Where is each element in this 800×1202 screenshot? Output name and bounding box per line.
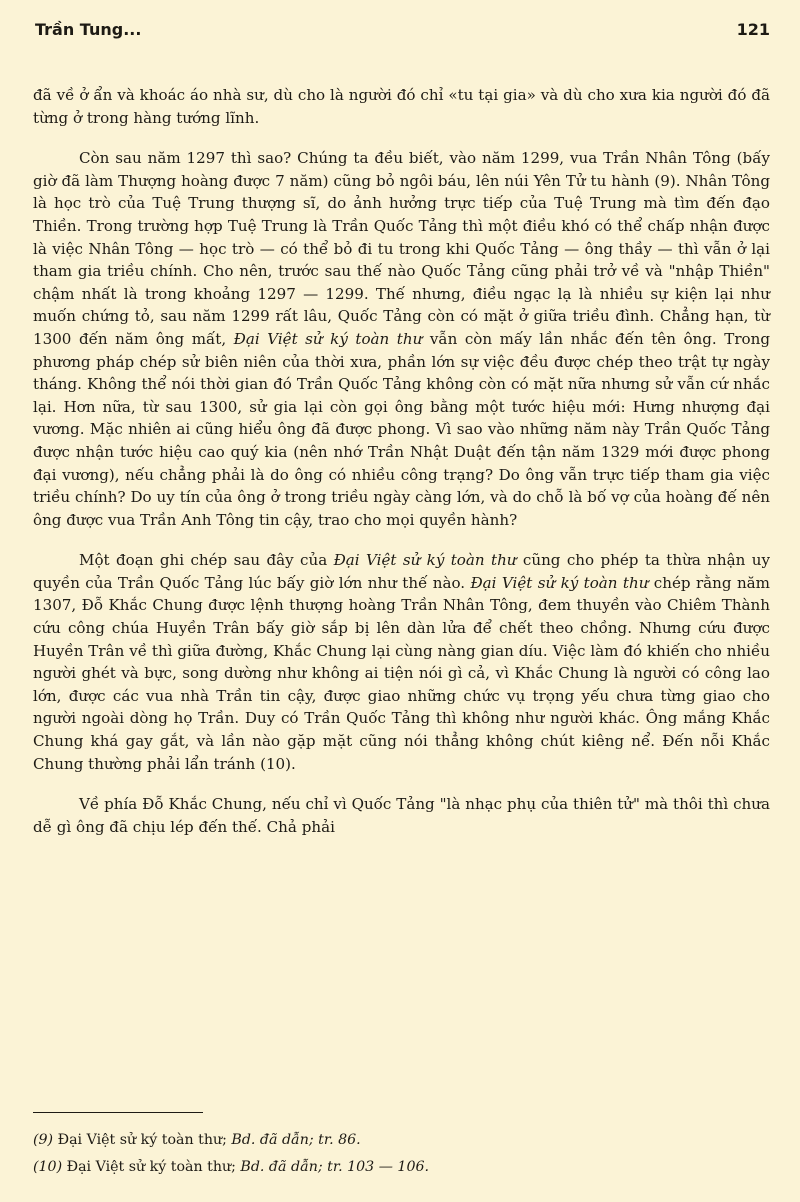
page-header [35,20,770,39]
footnote: (10) Đại Việt sử ký toàn thư; Bd. đã dẫn; tr. 103 — 106. [33,1159,430,1175]
page-number: 121 [736,20,770,39]
book-title: Đại Việt sử ký toàn thư [333,551,517,570]
footnotes [33,1127,770,1181]
footnote-marker: (9) [33,1132,54,1148]
paragraph: Một đoạn ghi chép sau đây của Đại Việt sử ký toàn thư cũng cho phép ta thừa nhận uy quyền của Trần Quốc Tảng lúc bấy giờ lớn như thế nào. Đại Việt sử ký toàn thư chép rằng năm 1307, Đỗ Khắc Chung được lệnh thượng hoàng Trần Nhân Tông, đem thuyền vào Chiêm Thành cứu công chúa Huyền Trân bấy giờ sắp bị lên dàn lửa để chết theo chồng. Nhưng cứu được Huyền Trân về thì giữa đường, Khắc Chung lại cùng nàng gian díu. Việc làm đó khiến cho nhiều người ghét và bực, song dường như không ai tiện nói gì cả, vì Khắc Chung là người có công lao lớn, được các vua nhà Trần tin cậy, được giao những chức vụ trọng yếu chưa từng giao cho người ngoài dòng họ Trần. Duy có Trần Quốc Tảng thì không như người khác. Ông mắng Khắc Chung khá gay gắt, và lần nào gặp mặt cũng nói thẳng không chút kiêng nể. Đến nỗi Khắc Chung thường phải lẩn tránh (10). [33,551,770,773]
footnote-divider [33,1112,203,1113]
paragraph-continued: đã về ở ẩn và khoác áo nhà sư, dù cho là người đó chỉ «tu tại gia» và dù cho xưa kia người đó đã từng ở trong hàng tướng lĩnh. [33,86,770,127]
book-title: Đại Việt sử ký toàn thư [470,573,649,592]
paragraph: Về phía Đỗ Khắc Chung, nếu chỉ vì Quốc Tảng "là nhạc phụ của thiên tử" mà thôi thì chưa dễ gì ông đã chịu lép đến thế. Chả phải [33,795,770,836]
footnote: (9) Đại Việt sử ký toàn thư; Bd. đã dẫn; tr. 86. [33,1132,361,1148]
book-title: Đại Việt sử ký toàn thư [233,329,423,348]
paragraph: Còn sau năm 1297 thì sao? Chúng ta đều biết, vào năm 1299, vua Trần Nhân Tông (bấy giờ đã làm Thượng hoàng được 7 năm) cũng bỏ ngôi báu, lên núi Yên Tử tu hành (9). Nhân Tông là học trò của Tuệ Trung thượng sĩ, do ảnh hưởng trực tiếp của Tuệ Trung mà tìm đến đạo Thiền. Trong trường hợp Tuệ Trung là Trần Quốc Tảng thì một điều khó có thể chấp nhận được là việc Nhân Tông — học trò — có thể bỏ đi tu trong khi Quốc Tảng — ông thầy — thì vẫn ở lại tham gia triều chính. Cho nên, trước sau thế nào Quốc Tảng cũng phải trở về và "nhập Thiền" chậm nhất là trong khoảng 1297 — 1299. Thế nhưng, điều ngạc lạ là nhiều sự kiện lại như muốn chứng tỏ, sau năm 1299 rất lâu, Quốc Tảng còn có mặt ở giữa triều đình. Chẳng hạn, từ 1300 đến năm ông mất, Đại Việt sử ký toàn thư vẫn còn mấy lần nhắc đến tên ông. Trong phương pháp chép sử biên niên của thời xưa, phần lớn sự việc đều được chép theo trật tự ngày tháng. Không thể nói thời gian đó Trần Quốc Tảng không còn có mặt nữa nhưng sử vẫn cứ nhắc lại. Hơn nữa, từ sau 1300, sử gia lại còn gọi ông bằng một tước hiệu mới: Hưng nhượng đại vương. Mặc nhiên ai cũng hiểu ông đã được phong. Vì sao vào những năm này Trần Quốc Tảng được nhận tước hiệu cao quý kia (nên nhớ Trần Nhật Duật đến tận năm 1329 mới được phong đại vương), nếu chẳng phải là do ông có nhiều công trạng? Do ông vẫn trực tiếp tham gia việc triều chính? Do uy tín của ông ở trong triều ngày càng lớn, và do chỗ là bố vợ của hoàng đế nên ông được vua Trần Anh Tông tin cậy, trao cho mọi quyền hành? [33,149,770,529]
body-text [33,84,770,856]
footnote-marker: (10) [33,1159,63,1175]
running-title: Trần Tung... [35,20,142,39]
